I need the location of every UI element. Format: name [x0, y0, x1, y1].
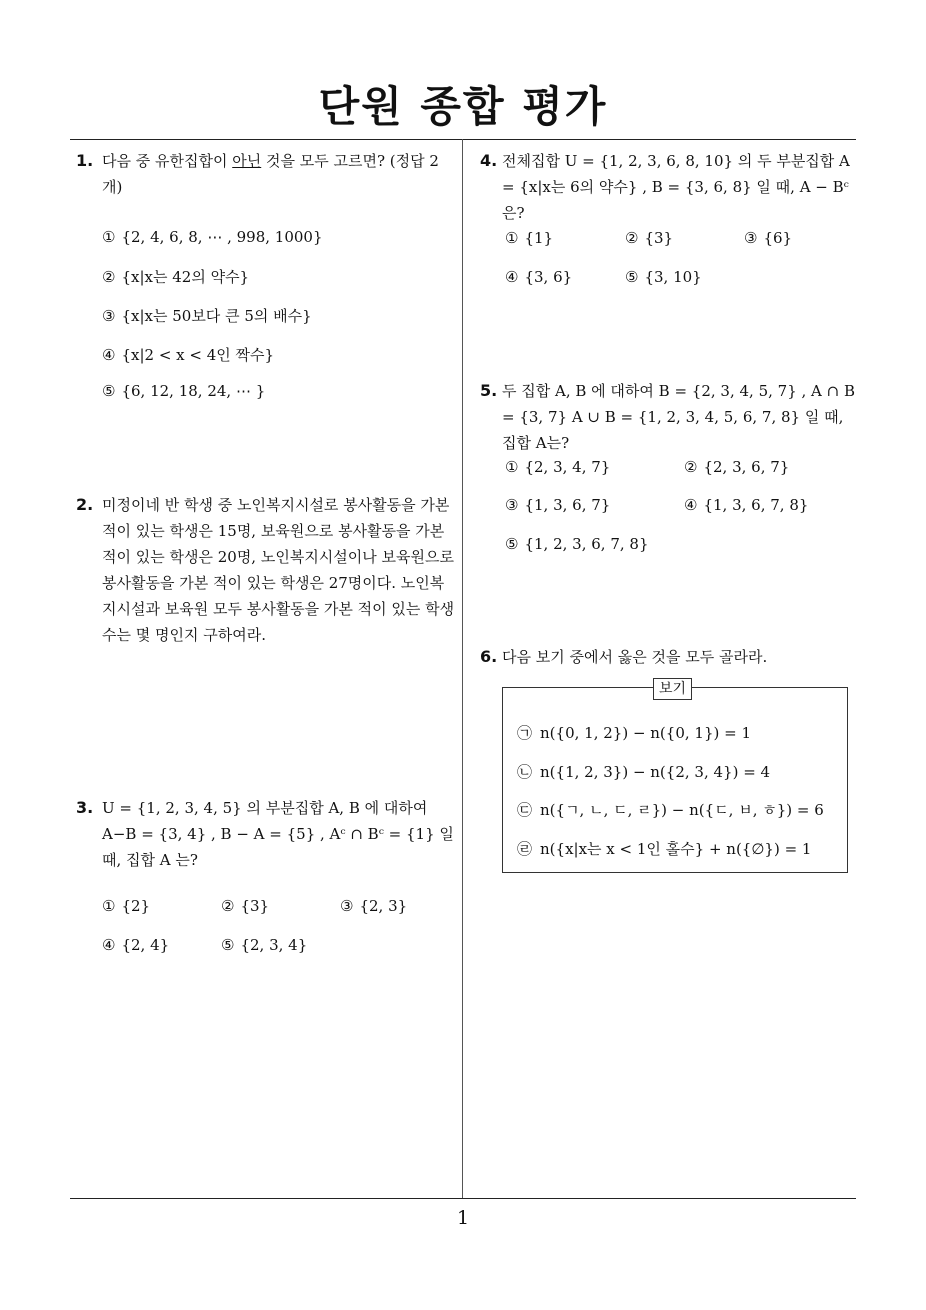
question-number: 1.: [76, 151, 94, 170]
question-number: 2.: [76, 495, 94, 514]
stem-emphasis: 아닌: [232, 152, 262, 170]
q5-option-3[interactable]: ③ {1, 3, 6, 7}: [505, 496, 611, 514]
page-title: 단원 종합 평가: [318, 82, 608, 131]
question-number: 6.: [480, 647, 498, 666]
question-2: [76, 492, 458, 648]
q3-option-5[interactable]: ⑤ {2, 3, 4}: [221, 936, 308, 954]
q4-option-3[interactable]: ③ {6}: [744, 229, 793, 247]
q1-option-4[interactable]: ④ {x|2 < x < 4인 짝수}: [102, 346, 275, 364]
question-1: [76, 148, 458, 200]
q4-option-5[interactable]: ⑤ {3, 10}: [625, 268, 702, 286]
example-box-label: 보기: [653, 678, 692, 700]
q1-option-3[interactable]: ③ {x|x는 50보다 큰 5의 배수}: [102, 307, 312, 325]
bottom-rule: [70, 1198, 856, 1199]
q5-option-5[interactable]: ⑤ {1, 2, 3, 6, 7, 8}: [505, 535, 649, 553]
question-4: [480, 148, 858, 226]
question-3: [76, 795, 458, 873]
stem-text: 것을 모두 고르면? (정답 2개): [102, 152, 439, 196]
q1-option-5[interactable]: ⑤ {6, 12, 18, 24, ⋯ }: [102, 382, 266, 400]
question-stem: 전체집합 U = {1, 2, 3, 6, 8, 10} 의 두 부분집합 A = {x|x는 6의 약수} , B = {3, 6, 8} 일 때, A − Bᶜ 은?: [502, 152, 850, 222]
q4-option-2[interactable]: ② {3}: [625, 229, 674, 247]
question-stem: [76, 148, 458, 200]
q3-option-2[interactable]: ② {3}: [221, 897, 270, 915]
question-stem: U = {1, 2, 3, 4, 5} 의 부분집합 A, B 에 대하여 A−B = {3, 4} , B − A = {5} , Aᶜ ∩ Bᶜ = {1} 일 때, 집합 A 는?: [102, 799, 454, 869]
q5-option-1[interactable]: ① {2, 3, 4, 7}: [505, 458, 611, 476]
question-stem: 두 집합 A, B 에 대하여 B = {2, 3, 4, 5, 7} , A ∩ B = {3, 7} A ∪ B = {1, 2, 3, 4, 5, 6, 7, 8} 일 때, 집합 A는?: [502, 382, 856, 452]
example-item-3[interactable]: ㉢ n({ㄱ, ㄴ, ㄷ, ㄹ}) − n({ㄷ, ㅂ, ㅎ}) = 6: [517, 801, 824, 819]
question-6: [480, 644, 858, 670]
question-stem: 미정이네 반 학생 중 노인복지시설로 봉사활동을 가본 적이 있는 학생은 15명, 보육원으로 봉사활동을 가본 적이 있는 학생은 20명, 노인복지시설이나 보육원으로 봉사활동을 가본 적이 있는 학생은 27명이다. 노인복지시설과 보육원 모두 봉사활동을 가본 적이 있는 학생 수는 몇 명인지 구하여라.: [102, 496, 455, 644]
q3-option-4[interactable]: ④ {2, 4}: [102, 936, 170, 954]
question-number: 5.: [480, 381, 498, 400]
q5-option-2[interactable]: ② {2, 3, 6, 7}: [684, 458, 790, 476]
q3-option-1[interactable]: ① {2}: [102, 897, 151, 915]
q4-option-4[interactable]: ④ {3, 6}: [505, 268, 573, 286]
example-item-4[interactable]: ㉣ n({x|x는 x < 1인 홀수} + n({∅}) = 1: [517, 840, 812, 858]
example-box: [502, 681, 848, 873]
example-item-1[interactable]: ㉠ n({0, 1, 2}) − n({0, 1}) = 1: [517, 724, 751, 742]
example-item-2[interactable]: ㉡ n({1, 2, 3}) − n({2, 3, 4}) = 4: [517, 763, 771, 781]
top-rule: [70, 139, 856, 140]
page-number: 1: [456, 1207, 470, 1229]
column-divider: [462, 139, 463, 1199]
question-5: [480, 378, 858, 456]
question-number: 4.: [480, 151, 498, 170]
q3-option-3[interactable]: ③ {2, 3}: [340, 897, 408, 915]
q1-option-1[interactable]: ① {2, 4, 6, 8, ⋯ , 998, 1000}: [102, 228, 323, 246]
q4-option-1[interactable]: ① {1}: [505, 229, 554, 247]
stem-text: 다음 중 유한집합이: [102, 152, 233, 170]
question-number: 3.: [76, 798, 94, 817]
q1-option-2[interactable]: ② {x|x는 42의 약수}: [102, 268, 250, 286]
q5-option-4[interactable]: ④ {1, 3, 6, 7, 8}: [684, 496, 809, 514]
question-stem: 다음 보기 중에서 옳은 것을 모두 골라라.: [502, 648, 768, 666]
